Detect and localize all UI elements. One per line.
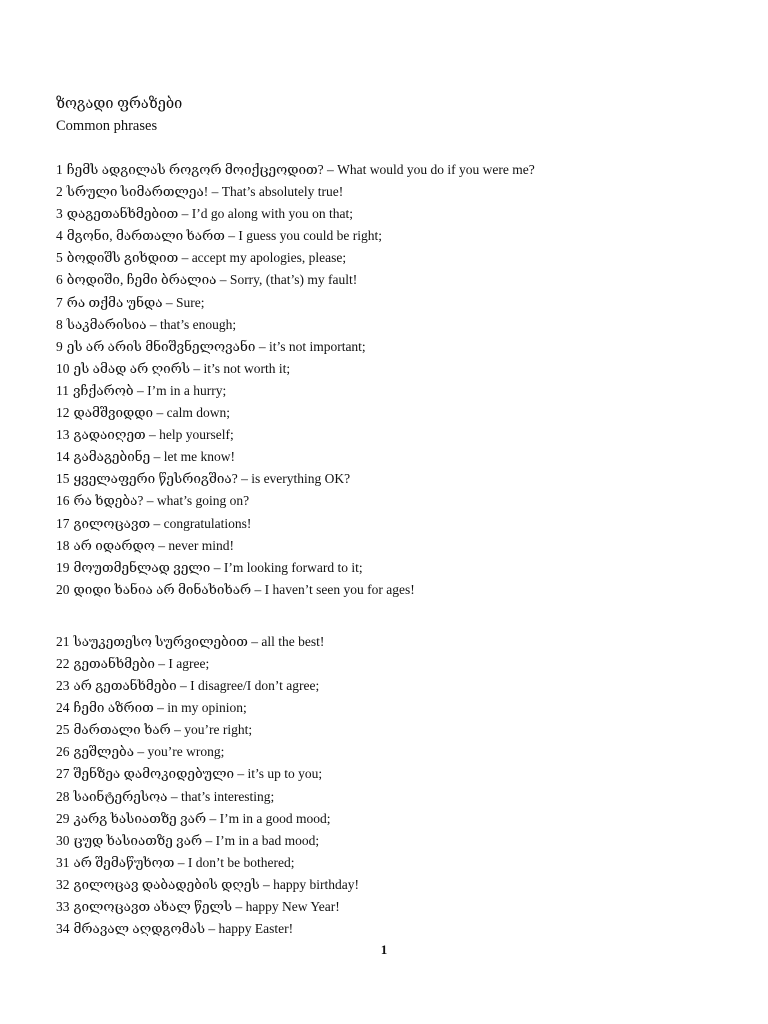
page-number: 1 xyxy=(380,942,388,957)
phrase-number: 2 xyxy=(56,184,63,200)
phrase-text: ბოდიშს გიხდით – accept my apologies, please; xyxy=(66,250,347,266)
phrase-number: 30 xyxy=(56,832,70,848)
phrase-number: 34 xyxy=(56,921,70,937)
phrase-item xyxy=(56,741,736,763)
phrase-item xyxy=(56,468,736,490)
phrase-item xyxy=(56,402,736,424)
title-english: Common phrases xyxy=(56,118,158,134)
phrase-text: არ შემაწუხოთ – I don’t be bothered; xyxy=(73,854,295,870)
phrase-item xyxy=(56,675,736,697)
phrase-text: მართალი ხარ – you’re right; xyxy=(73,722,253,738)
phrase-text: ეს არ არის მნიშვნელოვანი – it’s not important; xyxy=(66,338,366,354)
phrase-number: 29 xyxy=(56,810,70,826)
phrase-number: 23 xyxy=(56,678,70,694)
phrase-number: 17 xyxy=(56,515,70,531)
phrase-number: 8 xyxy=(56,316,63,332)
phrase-item xyxy=(56,719,736,741)
phrase-item xyxy=(56,380,736,402)
phrase-item xyxy=(56,874,736,896)
phrase-text: არ გეთანხმები – I disagree/I don’t agree; xyxy=(73,678,320,694)
phrase-number: 6 xyxy=(56,272,63,288)
phrase-item xyxy=(56,513,736,535)
phrase-number: 26 xyxy=(56,744,70,760)
phrase-item xyxy=(56,247,736,269)
phrase-number: 10 xyxy=(56,360,70,376)
phrase-text: მრავალ აღდგომას – happy Easter! xyxy=(73,921,294,937)
phrase-item xyxy=(56,557,736,579)
phrase-number: 32 xyxy=(56,876,70,892)
phrase-number: 18 xyxy=(56,537,70,553)
phrase-item xyxy=(56,314,736,336)
phrase-text: ყველაფერი წესრიგშია? – is everything OK? xyxy=(73,471,351,487)
document-page xyxy=(56,93,736,940)
phrase-item xyxy=(56,579,736,601)
phrase-number: 33 xyxy=(56,899,70,914)
phrase-text: გამაგებინე – let me know! xyxy=(73,449,235,465)
phrase-item xyxy=(56,490,736,512)
phrase-item xyxy=(56,786,736,808)
phrase-list-2 xyxy=(56,631,736,940)
phrase-text: გილოცავთ – congratulations! xyxy=(73,515,252,531)
phrase-text: არ იდარდო – never mind! xyxy=(73,537,235,553)
phrase-text: დამშვიდდი – calm down; xyxy=(73,405,230,421)
phrase-text: შენზეა დამოკიდებული – it’s up to you; xyxy=(73,766,323,782)
phrase-item xyxy=(56,269,736,291)
phrase-text: ეს ამად არ ღირს – it’s not worth it; xyxy=(73,360,291,376)
phrase-number: 22 xyxy=(56,655,70,671)
phrase-item xyxy=(56,424,736,446)
phrase-text: რა თქმა უნდა – Sure; xyxy=(66,294,205,310)
phrase-item xyxy=(56,697,736,719)
phrase-text: ჩემი აზრით – in my opinion; xyxy=(73,700,247,716)
phrase-text: რა ხდება? – what’s going on? xyxy=(73,493,250,509)
phrase-item xyxy=(56,446,736,468)
phrase-number: 16 xyxy=(56,493,70,509)
phrase-number: 15 xyxy=(56,471,70,487)
phrase-number: 7 xyxy=(56,294,63,310)
phrase-item xyxy=(56,292,736,314)
phrase-number: 28 xyxy=(56,788,70,804)
phrase-number: 27 xyxy=(56,766,70,782)
phrase-number: 13 xyxy=(56,427,70,443)
title-georgian: ზოგადი ფრაზები xyxy=(56,96,183,112)
phrase-item xyxy=(56,535,736,557)
phrase-item xyxy=(56,896,736,918)
phrase-number: 9 xyxy=(56,338,63,354)
phrase-text: ვჩქარობ – I’m in a hurry; xyxy=(73,382,227,398)
phrase-text: დაგეთანხმებით – I’d go along with you on that; xyxy=(66,206,354,222)
phrase-item xyxy=(56,830,736,852)
phrase-number: 4 xyxy=(56,228,63,244)
phrase-item xyxy=(56,852,736,874)
phrase-item xyxy=(56,631,736,653)
phrase-text: ჩემს ადგილას როგორ მოიქცეოდით? – What would you do if you were me? xyxy=(66,162,535,177)
phrase-item xyxy=(56,358,736,380)
phrase-text: გეშლება – you’re wrong; xyxy=(73,744,225,760)
phrase-item xyxy=(56,203,736,225)
phrase-text: გილოცავ დაბადების დღეს – happy birthday! xyxy=(73,876,360,892)
phrase-number: 5 xyxy=(56,250,63,266)
phrase-text: კარგ ხასიათზე ვარ – I’m in a good mood; xyxy=(73,810,331,826)
phrase-number: 24 xyxy=(56,700,70,716)
phrase-item xyxy=(56,159,736,181)
phrase-text: ბოდიში, ჩემი ბრალია – Sorry, (that’s) my fault! xyxy=(66,272,358,288)
phrase-item xyxy=(56,763,736,785)
phrase-number: 12 xyxy=(56,405,70,421)
phrase-item xyxy=(56,808,736,830)
phrase-number: 19 xyxy=(56,559,70,575)
phrase-number: 14 xyxy=(56,449,70,465)
phrase-item xyxy=(56,918,736,940)
phrase-text: მგონი, მართალი ხართ – I guess you could be right; xyxy=(66,228,382,244)
phrase-text: გილოცავთ ახალ წელს – happy New Year! xyxy=(73,899,340,914)
phrase-text: ცუდ ხასიათზე ვარ – I’m in a bad mood; xyxy=(73,832,320,848)
phrase-item xyxy=(56,225,736,247)
phrase-text: გადაიღეთ – help yourself; xyxy=(73,427,234,443)
phrase-text: საინტერესოა – that’s interesting; xyxy=(73,788,275,804)
phrase-text: საუკეთესო სურვილებით – all the best! xyxy=(73,633,325,649)
phrase-number: 11 xyxy=(56,382,69,398)
phrase-item xyxy=(56,181,736,203)
phrase-number: 3 xyxy=(56,206,63,222)
phrase-text: სრული სიმართლეა! – That’s absolutely true! xyxy=(66,184,344,200)
phrase-number: 20 xyxy=(56,581,70,597)
phrase-text: დიდი ხანია არ მინახიხარ – I haven’t seen you for ages! xyxy=(73,581,415,597)
phrase-item xyxy=(56,653,736,675)
phrase-number: 25 xyxy=(56,722,70,738)
phrase-text: საკმარისია – that’s enough; xyxy=(66,316,237,332)
phrase-item xyxy=(56,336,736,358)
phrase-list-1 xyxy=(56,159,736,601)
phrase-text: მოუთმენლად ველი – I’m looking forward to it; xyxy=(73,559,363,575)
phrase-number: 21 xyxy=(56,633,70,649)
phrase-number: 1 xyxy=(56,162,63,177)
phrase-text: გეთანხმები – I agree; xyxy=(73,655,210,671)
phrase-number: 31 xyxy=(56,854,70,870)
